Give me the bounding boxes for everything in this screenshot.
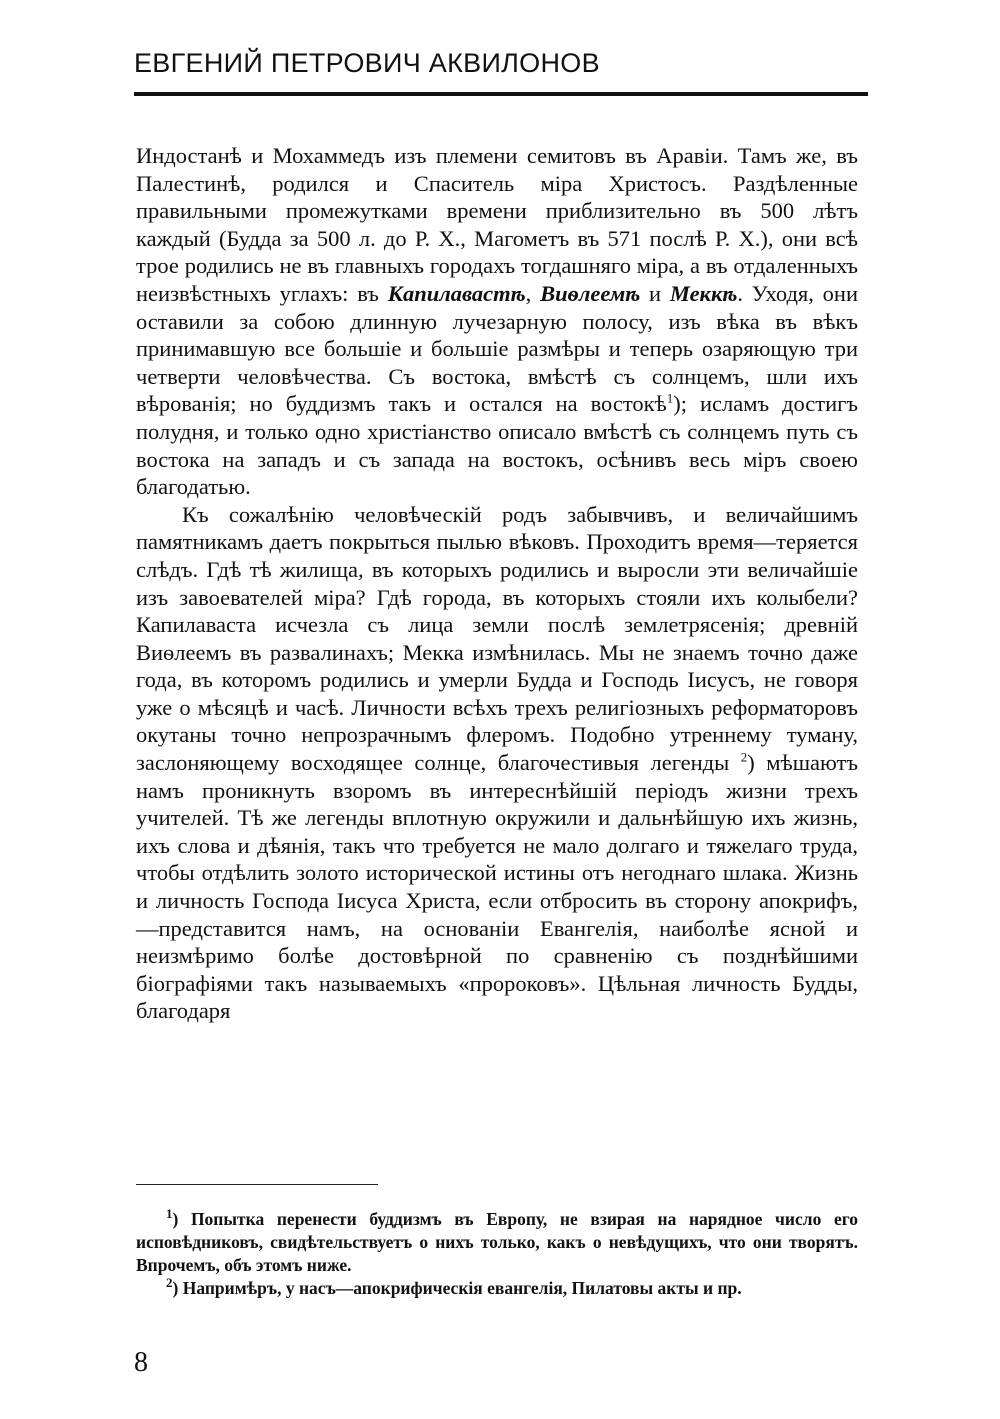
footnote-ref-2: 2	[740, 749, 748, 765]
paragraph-2-text-b: ) мѣшаютъ намъ проникнуть взоромъ въ интереснѣйшій періодъ жизни трехъ учителей. Тѣ же легенды вплотную окружили и дальнѣйшую ихъ жизнь, ихъ слова и дѣянія, такъ что требуется не мало долгаго и тяжелаго труда, чтобы отдѣлить золото исторической истины отъ негоднаго шлака. Жизнь и личность Господа Іисуса Христа, если отбросить въ сторону апокрифъ,—представится намъ, на основаніи Евангелія, наиболѣе ясной и неизмѣримо болѣе достовѣрной по сравненію съ позднѣйшими біографіями такъ называемыхъ «пророковъ». Цѣльная личность Будды, благодаря	[136, 750, 858, 1024]
paragraph-2-text-a: Къ сожалѣнію человѣческій родъ забывчивъ, и величайшимъ памятникамъ даетъ покрыться пылью вѣковъ. Проходитъ время—теряется слѣдъ. Гдѣ тѣ жилища, въ которыхъ родились и выросли эти величайшіе изъ завоевателей міра? Гдѣ города, въ которыхъ стояли ихъ колыбели? Капилаваста исчезла съ лица земли послѣ землетрясенія; древній Виѳлеемъ въ развалинахъ; Мекка измѣнилась. Мы не знаемъ точно даже года, въ которомъ родились и умерли Будда и Господь Іисусъ, не говоря уже о мѣсяцѣ и часѣ. Личности всѣхъ трехъ религіозныхъ реформаторовъ окутаны точно непрозрачнымъ флеромъ. Подобно утреннему туману, заслоняющему восходящее солнце, благочестивыя легенды	[136, 501, 858, 776]
footnote-ref-1: 1	[666, 390, 674, 406]
footnote-mark: 2	[166, 1275, 173, 1291]
footnote-text: ) Попытка перенести буддизмъ въ Европу, не взирая на нарядное число его исповѣдниковъ, свидѣтельствуетъ о нихъ только, какъ о невѣдущихъ, что они творятъ. Впрочемъ, объ этомъ ниже.	[136, 1209, 858, 1275]
place-bethlehem: Виѳлеемѣ	[540, 280, 641, 306]
place-kapilavastu: Капилавастѣ	[387, 280, 526, 306]
footnotes	[136, 1208, 858, 1300]
paragraph-1-text-b: . Уходя, они оставили за собою длинную лучезарную полосу, изъ вѣка въ вѣкъ принимавшую все большіе и большіе размѣры и теперь озаряющую три четверти человѣчества. Съ востока, вмѣстѣ съ солнцемъ, шли ихъ вѣрованія; но буддизмъ такъ и остался на востокѣ	[136, 280, 858, 417]
footnote-1	[136, 1208, 858, 1277]
running-title: ЕВГЕНИЙ ПЕТРОВИЧ АКВИЛОНОВ	[134, 48, 600, 78]
paragraph-2	[136, 501, 858, 1025]
body-text	[136, 142, 858, 1025]
paragraph-1-text-a: Индостанѣ и Мохаммедъ изъ племени семитовъ въ Аравіи. Тамъ же, въ Палестинѣ, родился и Спаситель міра Христосъ. Раздѣленные правильными промежутками времени приблизительно въ 500 лѣтъ каждый (Будда за 500 л. до Р. Х., Магометъ въ 571 послѣ Р. Х.), они всѣ трое родились не въ главныхъ городахъ тогдашняго міра, а въ отдаленныхъ неизвѣстныхъ углахъ: въ	[136, 143, 858, 306]
separator: ,	[525, 280, 541, 306]
header-rule	[134, 92, 868, 96]
paragraph-1	[136, 142, 858, 501]
footnote-text: ) Напримѣръ, у насъ—апокрифическія евангелія, Пилатовы акты и пр.	[172, 1278, 742, 1298]
separator: и	[640, 280, 670, 306]
footnote-mark: 1	[166, 1206, 173, 1222]
paragraph-1-text-c: ); исламъ достигъ полудня, и только одно христіанство описало вмѣстѣ съ солнцемъ путь съ востока на западъ и съ запада на востокъ, осѣнивъ весь міръ своею благодатью.	[136, 391, 858, 500]
footnote-rule	[136, 1184, 378, 1185]
place-mecca: Меккѣ	[669, 280, 738, 306]
footnote-2	[136, 1277, 858, 1300]
page-number: 8	[134, 1347, 148, 1378]
